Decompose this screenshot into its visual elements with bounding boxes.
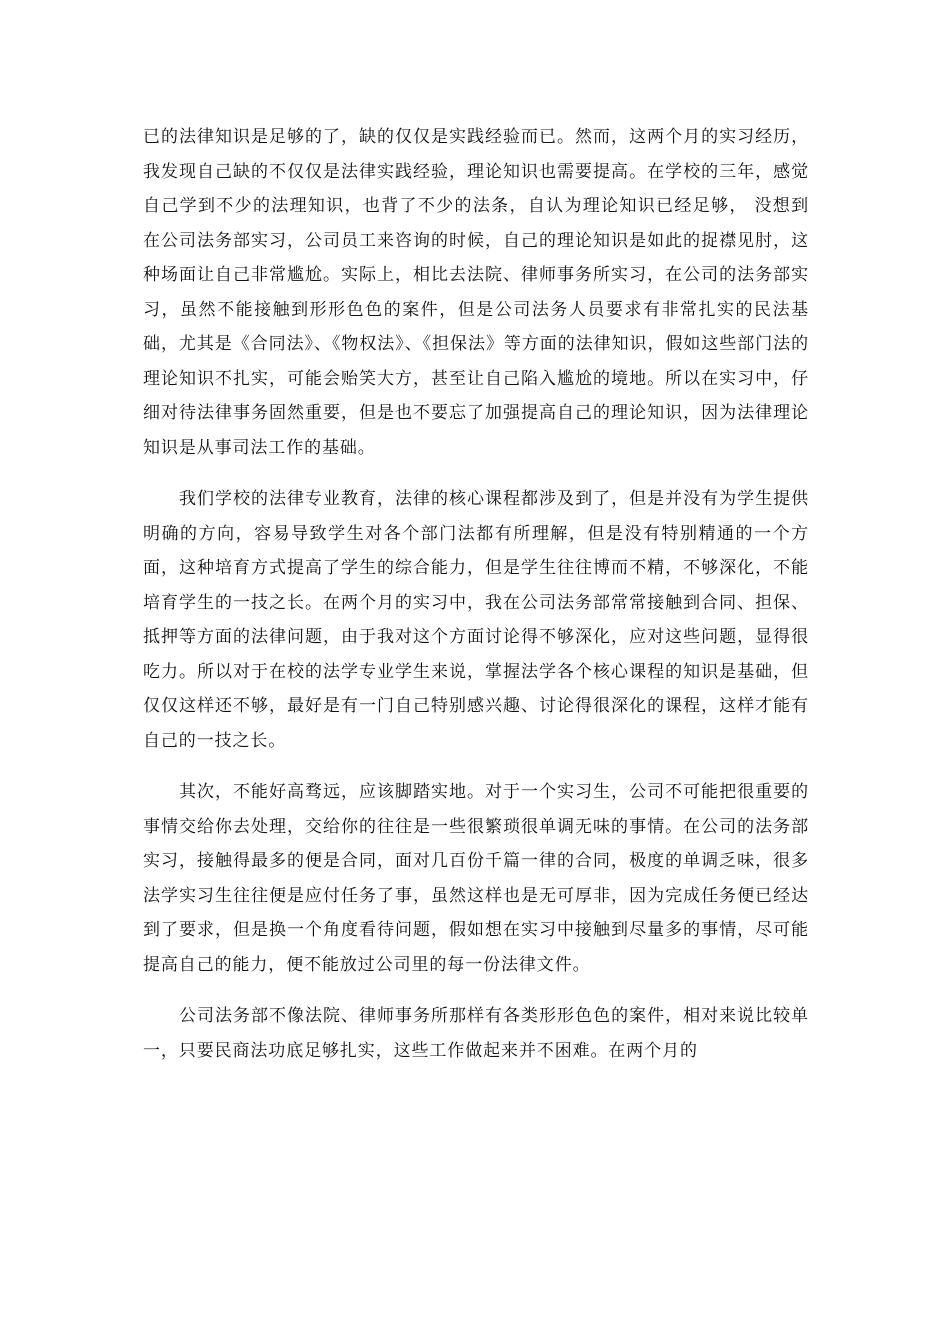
paragraph-1: 已的法律知识是足够的了，缺的仅仅是实践经验而已。然而，这两个月的实习经历，我发现自己缺的不仅仅是法律实践经验，理论知识也需要提高。在学校的三年，感觉自己学到不少的法理知识，也背了不少的法条，自认为理论知识已经足够， 没想到在公司法务部实习，公司员工来咨询的时候，自己的理论知识是如此的捉襟见肘，这种场面让自己非常尴尬。实际上，相比去法院、律师事务所实习，在公司的法务部实习，虽然不能接触到形形色色的案件，但是公司法务人员要求有非常扎实的民法基础，尤其是《合同法》、《物权法》、《担保法》等方面的法律知识，假如这些部门法的理论知识不扎实，可能会贻笑大方，甚至让自己陷入尴尬的境地。所以在实习中，仔细对待法律事务固然重要，但是也不要忘了加强提高自己的理论知识，因为法律理论知识是从事司法工作的基础。 <box>143 127 809 458</box>
paragraph-2: 我们学校的法律专业教育，法律的核心课程都涉及到了，但是并没有为学生提供明确的方向，容易导致学生对各个部门法都有所理解，但是没有特别精通的一个方面，这种培育方式提高了学生的综合能力，但是学生往往博而不精，不够深化，不能培育学生的一技之长。在两个月的实习中，我在公司法务部常常接触到合同、担保、抵押等方面的法律问题，由于我对这个方面讨论得不够深化，应对这些问题，显得很吃力。所以对于在校的法学专业学生来说，掌握法学各个核心课程的知识是基础，但仅仅这样还不够，最好是有一门自己特别感兴趣、讨论得很深化的课程，这样才能有自己的一技之长。 <box>143 489 809 751</box>
paragraph-3: 其次，不能好高骛远，应该脚踏实地。对于一个实习生，公司不可能把很重要的事情交给你去处理，交给你的往往是一些很繁琐很单调无味的事情。在公司的法务部实习，接触得最多的便是合同，面对几百份千篇一律的合同，极度的单调乏味，很多法学实习生往往便是应付任务了事，虽然这样也是无可厚非，因为完成任务便已经达到了要求，但是换一个角度看待问题，假如想在实习中接触到尽量多的事情，尽可能提高自己的能力，便不能放过公司里的每一份法律文件。 <box>143 782 809 975</box>
document-body <box>143 120 809 1068</box>
paragraph-4: 公司法务部不像法院、律师事务所那样有各类形形色色的案件，相对来说比较单一，只要民商法功底足够扎实，这些工作做起来并不困难。在两个月的 <box>143 1006 809 1061</box>
